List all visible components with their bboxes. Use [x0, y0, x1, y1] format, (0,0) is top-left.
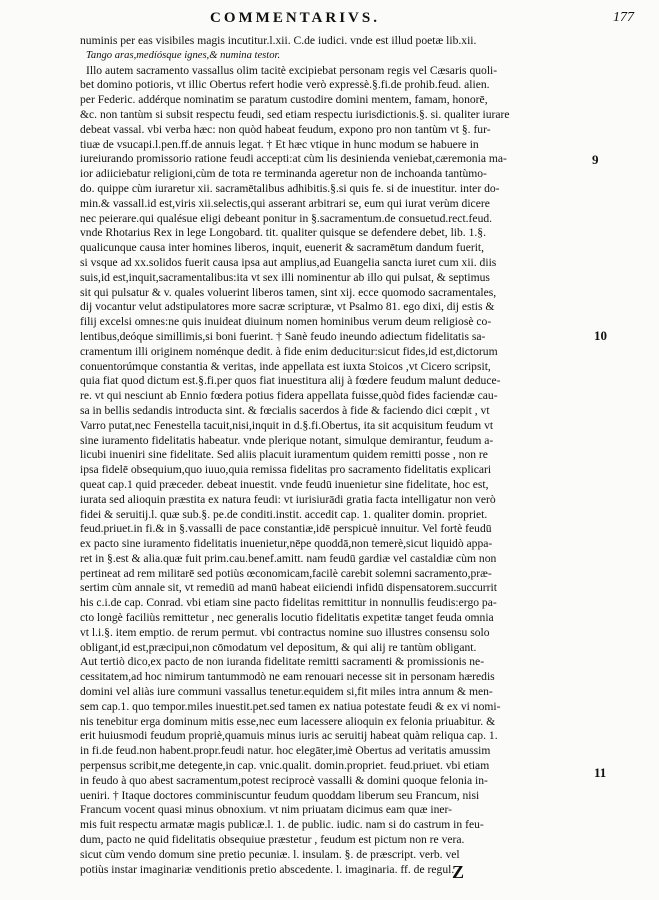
text-line: sicut cùm vendo domum sine pretio pecuniæ. l. insulam. §. de præscript. verb. vel: [80, 847, 460, 861]
text-line: re. vt qui nesciunt ab Ennio fœdera potius fidera appellata fuisse,quòd fides faciendæ cau-: [80, 389, 498, 403]
text-line: Francum vocent quasi minus obnoxium. vt nim priuatam dicimus eam quæ iner-: [80, 803, 452, 817]
text-line: Illo autem sacramento vassallus olim tacitè excipiebat personam regis vel Cæsaris quoli-: [86, 63, 498, 77]
text-line: ipsa fidelē obsequium,quo iuuo,quia remissa fidelitas pro sacramento fidelitatis explicari: [80, 463, 492, 477]
text-line: his c.i.de cap. Conrad. vbi etiam sine pacto fidelitas remittitur in nonnullis feudis:ergo pa-: [80, 596, 497, 610]
text-line: numinis per eas visibiles magis incutitur.l.xii. C.de iudici. vnde est illud poetæ lib.xii.: [80, 34, 477, 47]
text-line: Varro putat,nec Fenestella tacuit,nisi,inquit in d.§.fi.Obertus, ita sit acquisitum feudum vt: [80, 418, 494, 432]
text-line: in fi.de feud.non habent.propr.feudi natur. hoc elegāter,imè Obertus ad veritatis amussim: [80, 744, 491, 758]
text-line: sa in bellis sedandis introducta sint. & fœcialis sacerdos à fide & faciendo dici cœpit , vt: [80, 403, 490, 417]
text-line: filij excelsi omnes:ne quis inuideat diuinum nomen hominibus verum deum religiosè co-: [80, 315, 492, 329]
page-number: 177: [613, 10, 634, 25]
text-line: sine iuramento fidelitatis habeatur. vnde plerique notant, simulque demirantur, feudum a-: [80, 433, 494, 447]
verse-quotation: Tango aras,medíósque ignes,& numina testor.: [86, 49, 281, 61]
text-line: sertim cùm annale sit, vt remediū ad manū habeat eiiciendi infidū dispensatorem.succurrit: [80, 581, 497, 595]
text-line: sem cap.1. quo tempor.miles inuestit.pet.sed tamen ex natiua potestate feudi & ex vi nomi-: [80, 699, 501, 713]
text-line: domini vel aliàs iure communi vassallus tenetur.equidem si,fit miles intra annum & men-: [80, 685, 493, 699]
margin-note: 10: [594, 328, 607, 343]
text-line: lentibus,deóque simillimis,si boni fuerint. † Sanè feudo ineundo adiectum fidelitatis sa-: [80, 329, 486, 343]
text-line: ueniri. † Itaque doctores comminiscuntur feudum quoddam liberum seu Francum, nisi: [80, 788, 480, 802]
text-line: sit qui pulsatur & v. quales voluerint liberos tamen, sint xij. ecce quomodo sacramentales,: [80, 285, 497, 299]
text-line: qualicunque causa inter homines liberos, inquit, euenerit & sacramētum dandum fuerit,: [80, 241, 485, 255]
text-line: min.& vassall.id est,viris xii.selectis,qui asserant arbitrari se, eum qui iurat verùm dicere: [80, 196, 490, 210]
text-line: suis,id est,inquit,sacramentalibus:ita vt sex illi nominentur ab illo qui pulsat, & septimus: [80, 270, 490, 284]
text-line: Aut tertiò dico,ex pacto de non iuranda fidelitate remitti sacramenti & promissionis ne-: [80, 655, 485, 669]
text-line: debeat vassal. vbi verba hæc: non quòd habeat feudum, expono pro non tantùm vt §. fur-: [80, 122, 491, 136]
text-line: si vsque ad xx.solidos fuerit causa ipsa aut amplius,ad Euangelia sancta iuret cum xii. diis: [80, 255, 497, 269]
signature-mark: Z: [452, 862, 465, 882]
text-line: feud.priuet.in fi.& in §.vassalli de pace constantiæ,idē perspicuè innuitur. Vel fortè feudū: [80, 522, 492, 536]
text-line: ret in §.est & alia.quæ fuit prim.cau.benef.amitt. nam feudū gardiæ vel castaldiæ cùm non: [80, 551, 497, 565]
text-line: iurata sed alioquin præstita ex natura feudi: vt iurisiurādi gratia facta intelligatur non verò: [80, 492, 496, 506]
text-line: cto longè faciliùs remittetur , nec generalis locutio fidelitatis expetitæ tanget feuda omnia: [80, 611, 494, 625]
text-line: quia fiat quod dictum est.§.fi.per quos fiat inuestitura alij à fœdere feudum malunt deduce-: [80, 374, 501, 388]
text-line: perpensus scribit,me detegente,in cap. vnic.qualit. domin.propriet. feud.priuet. vbi etiam: [80, 759, 490, 773]
body-text: [80, 34, 580, 877]
text-line: mis fuit respectu armatæ magis publicæ.l. 1. de public. iudic. nam si do castrum in feu-: [80, 818, 484, 832]
text-line: cramentum illi originem noménque dedit. à fide enim deducitur:sicut fides,id est,dictorum: [80, 344, 498, 358]
text-line: nec peierare.qui qualésue eligi debeant ponitur in §.sacramentum.de consuetud.rect.feud.: [80, 211, 493, 225]
text-line: ex pacto sine iuramento fidelitatis inuenietur,nēpe quoddā,non temerè,sicut liquidò appa-: [80, 537, 493, 551]
text-line: fidei & seruitij.l. quæ sub.§. pe.de conditi.instit. accedit cap. 1. qualiter domin. propriet.: [80, 507, 488, 521]
text-line: tiuæ de vsucapi.l.pen.ff.de annuis legat. † Et hæc vtique in hunc modum se habuere in: [80, 137, 479, 151]
text-line: queat cap.1 quid præceder. debeat inuestit. vnde feudū inuenietur sine fidelitate, hoc est,: [80, 477, 489, 491]
text-line: conuentorúmque constantia & veritas, inde appellata est iuxta Stoicos ,vt Cicero scripsit,: [80, 359, 491, 373]
text-line: iureiurando promissorio ratione feudi accepti:at cùm lis desinienda veniebat,cæremonia ma-: [80, 152, 507, 166]
text-line: dum, pacto ne quid fidelitatis obsequiue præstetur , feudum est pictum non re vera.: [80, 833, 465, 847]
margin-note: 11: [594, 765, 607, 780]
text-line: cessitatem,ad hoc nimirum tantummodò ne eam renouari necesse sit in personam hæredis: [80, 670, 495, 684]
text-line: potiùs instar imaginariæ venditionis pretio abscedente. l. imaginaria. ff. de regul.: [80, 862, 455, 876]
text-line: dij vocantur velut adstipulatores more sacræ scripturæ, vt Psalmo 81. ego dixi, dij estis &: [80, 300, 495, 314]
running-title: COMMENTARIVS.: [210, 10, 380, 26]
text-line: in feudo à quo abest sacramentum,potest reciprocè vassalli & domini quoque felonia in-: [80, 773, 488, 787]
text-line: bet domino potioris, vt illic Obertus refert hodie verò expressè.§.fi.de prohib.feud. alien.: [80, 78, 490, 92]
text-line: ior adiiciebatur religioni,cùm de tota re terminanda ageretur non de inchoanda tantùmo-: [80, 167, 487, 181]
text-line: do. quippe cùm iuraretur xii. sacramētalibus adhibitis.§.si quis fe. si de inuestitur. inter do-: [80, 181, 500, 195]
margin-note: 9: [592, 152, 599, 167]
text-line: pertineat ad rem militarē sed potiùs œconomicam,facilè carebit solemni sacramento,præ-: [80, 566, 492, 580]
page-header: [80, 8, 640, 34]
text-line: licubi inueniri sine fidelitate. Sed aliis placuit iuramentum quidem remitti posse , non re: [80, 448, 488, 462]
text-line: nis tenebitur erga dominum mitis esse,nec eum lacessere alioquin ex felonia priuabitur. &: [80, 714, 496, 728]
text-line: vt l.i.§. item emptio. de rerum permut. vbi contractus nomine suo illustres consensu solo: [80, 625, 490, 639]
text-line: obligant,id est,præcipui,non cōmodatum vel depositum, & qui alij re tantùm obligant.: [80, 640, 477, 654]
text-line: per Federic. addérque nominatim se paratum custodire domini mentem, famam, honorē,: [80, 93, 488, 107]
text-line: vnde Rhotarius Rex in lege Longobard. tit. qualiter quisque se defendere debet, lib. 1.§.: [80, 226, 486, 240]
text-line: erit huiusmodi feudum propriè,quamuis minus iuris ac seruitij habeat quàm reliqua cap. 1.: [80, 729, 498, 743]
text-line: &c. non tantùm si subsit respectu feudi, sed etiam respectu iurisdictionis.§. si. qualiter iurare: [80, 107, 510, 121]
